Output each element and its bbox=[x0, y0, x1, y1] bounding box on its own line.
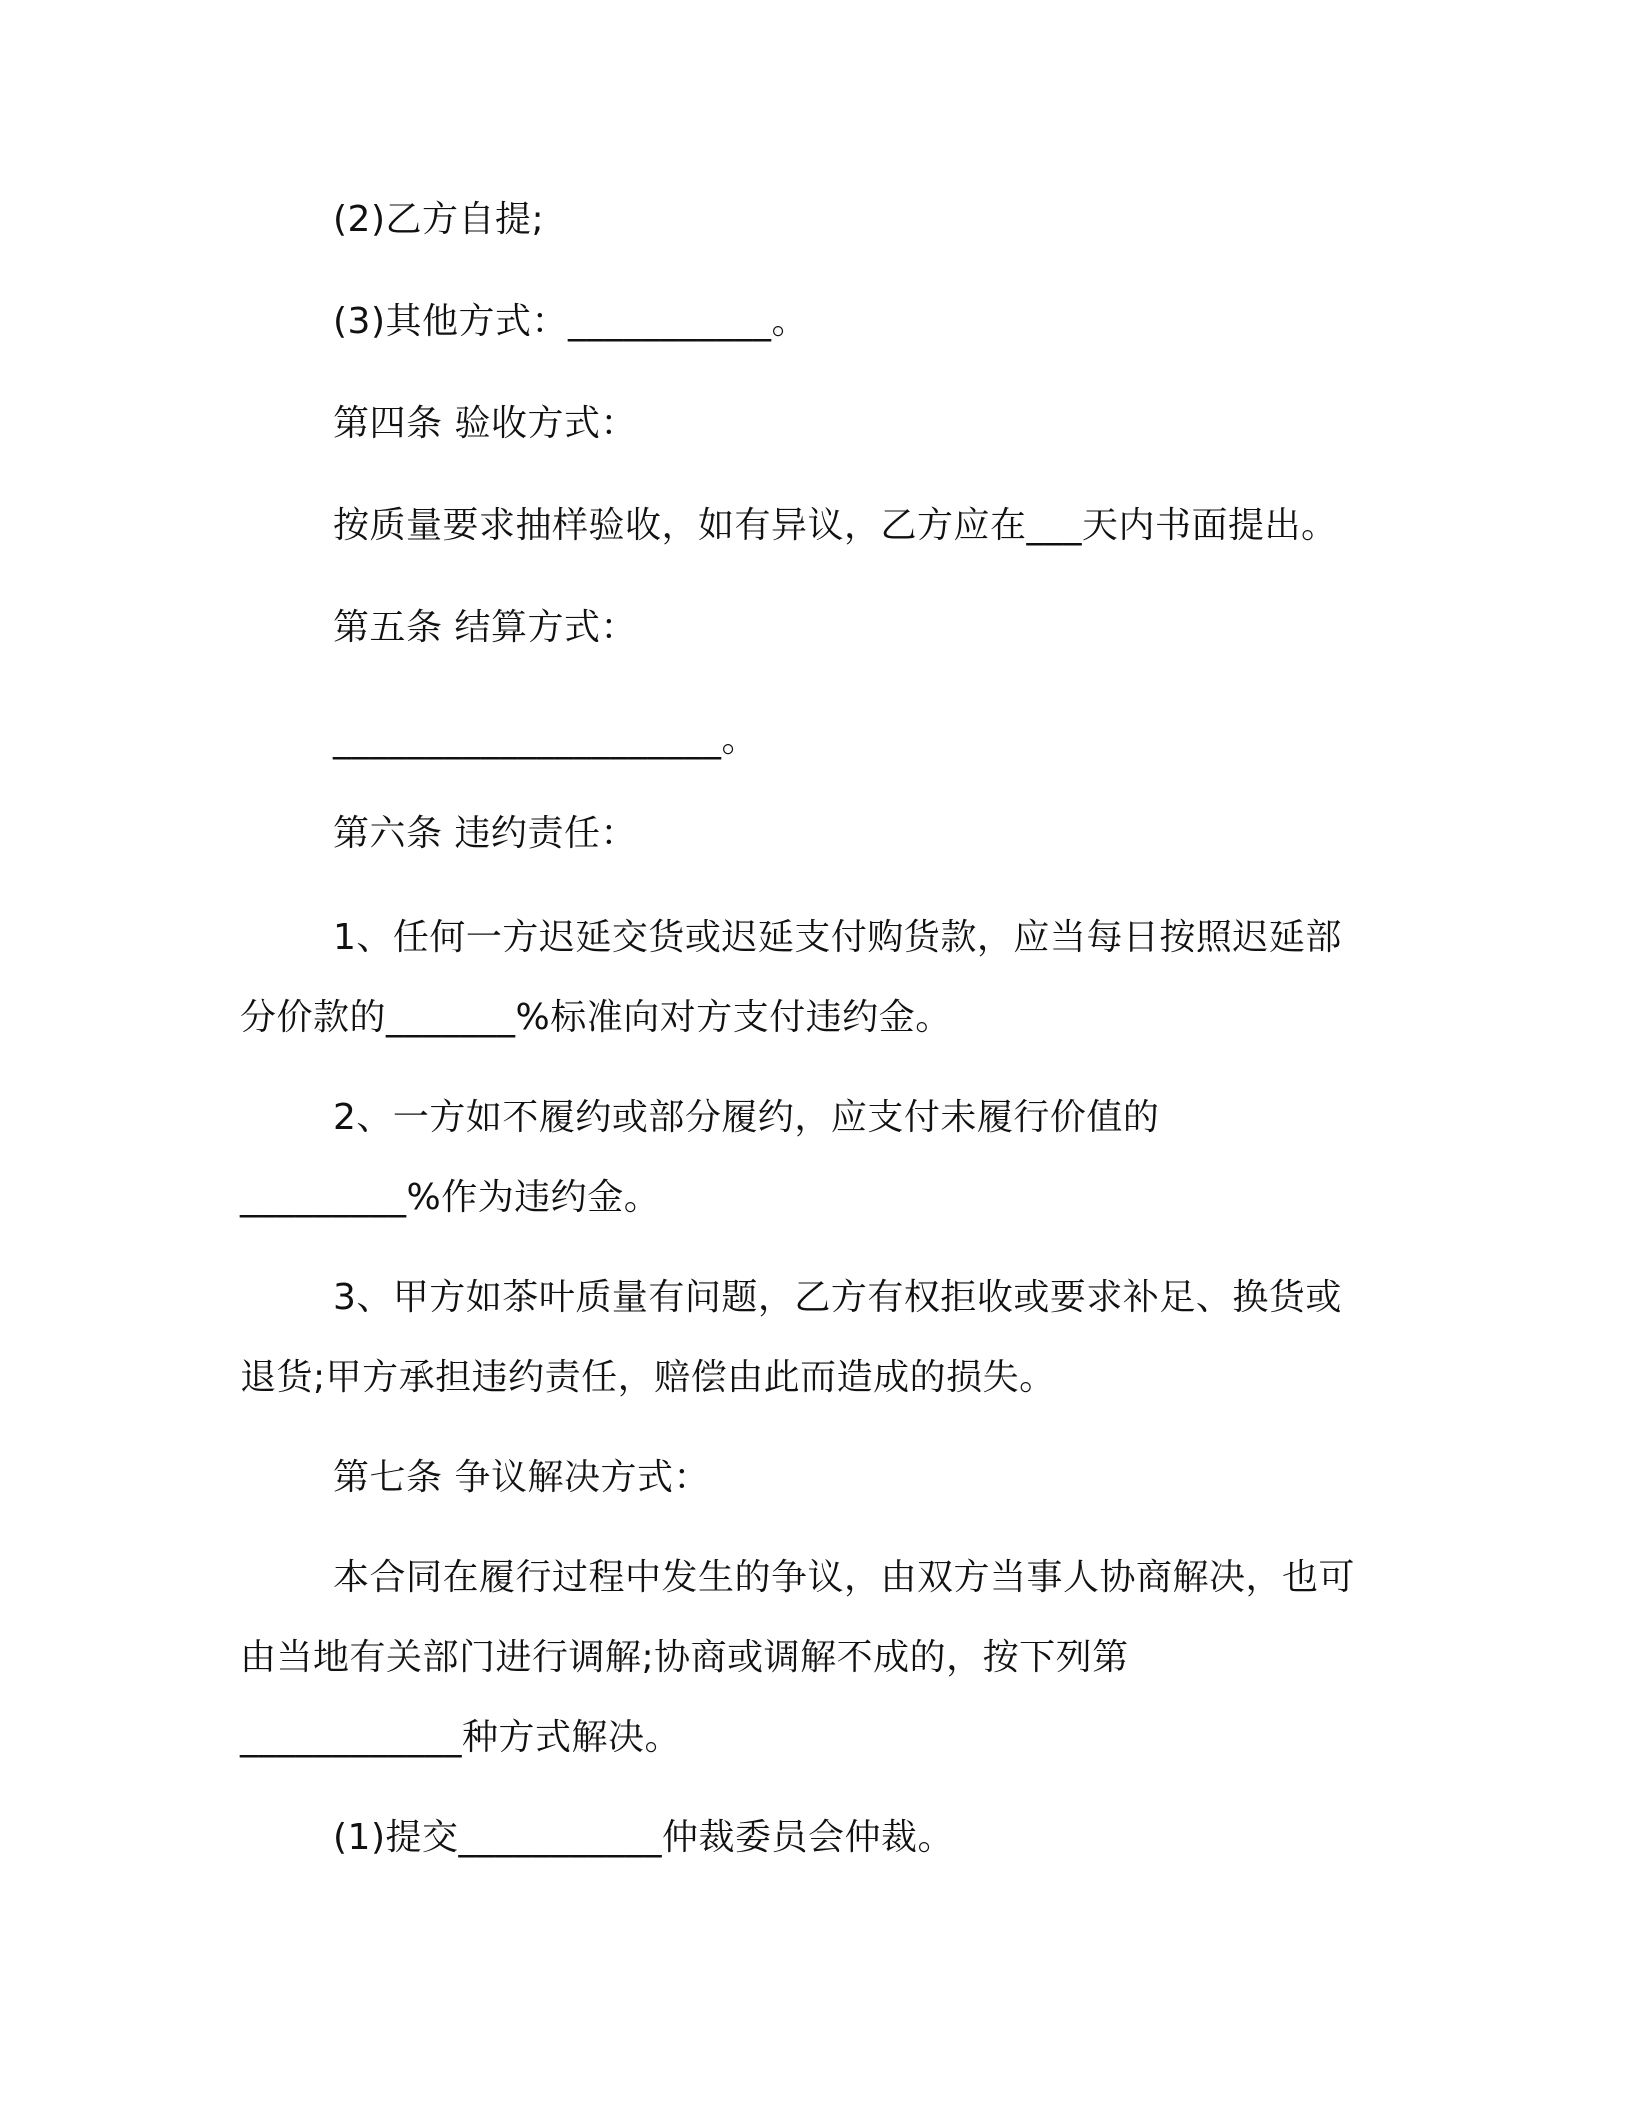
text-line-clause-1a: 1、任何一方迟延交货或迟延支付购货款，应当每日按照迟延部 bbox=[333, 917, 1342, 958]
article-5-heading: 第五条 结算方式： bbox=[333, 607, 637, 648]
text-line-clause-3a: 3、甲方如茶叶质量有问题，乙方有权拒收或要求补足、换货或 bbox=[333, 1277, 1342, 1318]
article-6-heading: 第六条 违约责任： bbox=[333, 813, 637, 854]
text-line-delivery-other: (3)其他方式：___________。 bbox=[333, 301, 808, 342]
text-line-clause-2a: 2、一方如不履约或部分履约，应支付未履行价值的 bbox=[333, 1097, 1160, 1138]
text-line-dispute-a: 本合同在履行过程中发生的争议，由双方当事人协商解决，也可 bbox=[333, 1557, 1356, 1598]
text-line-clause-3b: 退货;甲方承担违约责任，赔偿由此而造成的损失。 bbox=[240, 1357, 1056, 1398]
text-line-inspection: 按质量要求抽样验收，如有异议，乙方应在___天内书面提出。 bbox=[333, 505, 1338, 546]
text-line-settlement-blank: _____________________。 bbox=[333, 719, 758, 760]
text-line-dispute-c: ____________种方式解决。 bbox=[240, 1717, 682, 1758]
text-line-clause-2b: _________%作为违约金。 bbox=[240, 1177, 661, 1218]
text-line-dispute-b: 由当地有关部门进行调解;协商或调解不成的，按下列第 bbox=[240, 1637, 1129, 1678]
text-line-clause-1b: 分价款的_______%标准向对方支付违约金。 bbox=[240, 997, 952, 1038]
article-7-heading: 第七条 争议解决方式： bbox=[333, 1457, 710, 1498]
article-4-heading: 第四条 验收方式： bbox=[333, 403, 637, 444]
text-line-delivery-self-pickup: (2)乙方自提; bbox=[333, 199, 545, 240]
text-line-arbitration: (1)提交___________仲裁委员会仲裁。 bbox=[333, 1817, 954, 1858]
